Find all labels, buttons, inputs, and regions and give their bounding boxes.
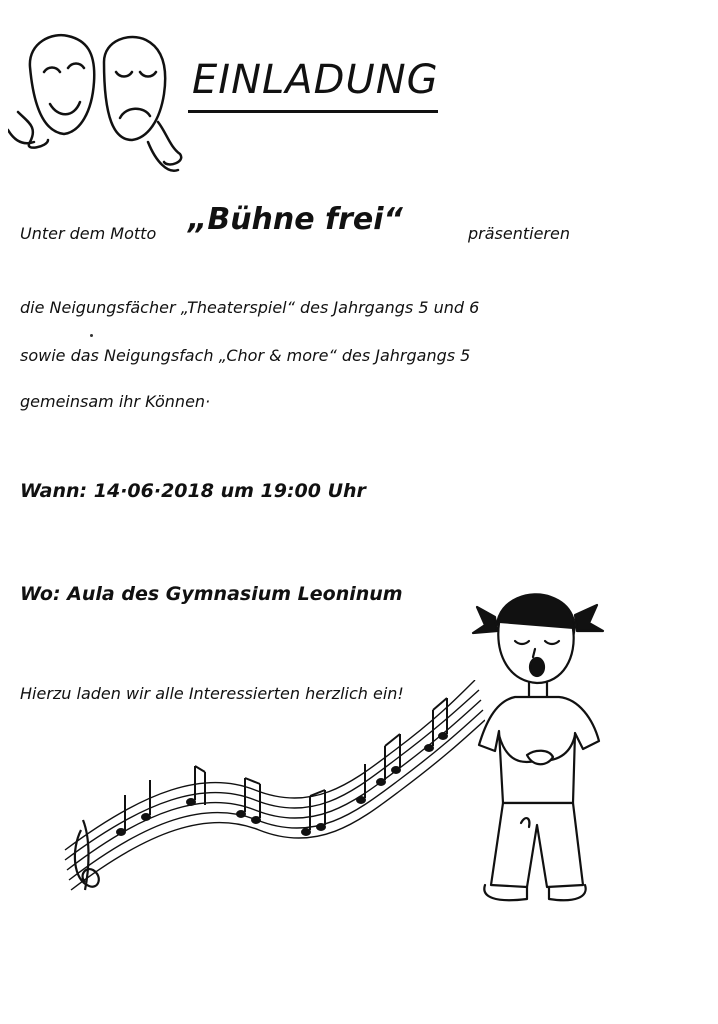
intro-suffix: präsentieren <box>468 224 570 243</box>
event-where: Wo: Aula des Gymnasium Leoninum <box>20 583 403 605</box>
music-staff-illustration <box>55 680 485 900</box>
body-line-1: die Neigungsfächer „Theaterspiel“ des Jahrgangs 5 und 6 <box>20 298 480 317</box>
body-line-2: sowie das Neigungsfach „Chor & more“ des Jahrgangs 5 <box>20 346 471 365</box>
motto-text: „Bühne frei“ <box>188 202 403 237</box>
stray-dot <box>90 334 93 337</box>
event-when: Wann: 14·06·2018 um 19:00 Uhr <box>20 480 366 502</box>
intro-prefix: Unter dem Motto <box>20 224 157 243</box>
theater-masks-icon <box>8 22 198 182</box>
invitation-text: Hierzu laden wir alle Interessierten herzlich ein! <box>20 684 404 703</box>
body-line-3: gemeinsam ihr Können· <box>20 392 211 411</box>
page-title: EINLADUNG <box>192 57 439 103</box>
title-underline <box>188 110 438 113</box>
